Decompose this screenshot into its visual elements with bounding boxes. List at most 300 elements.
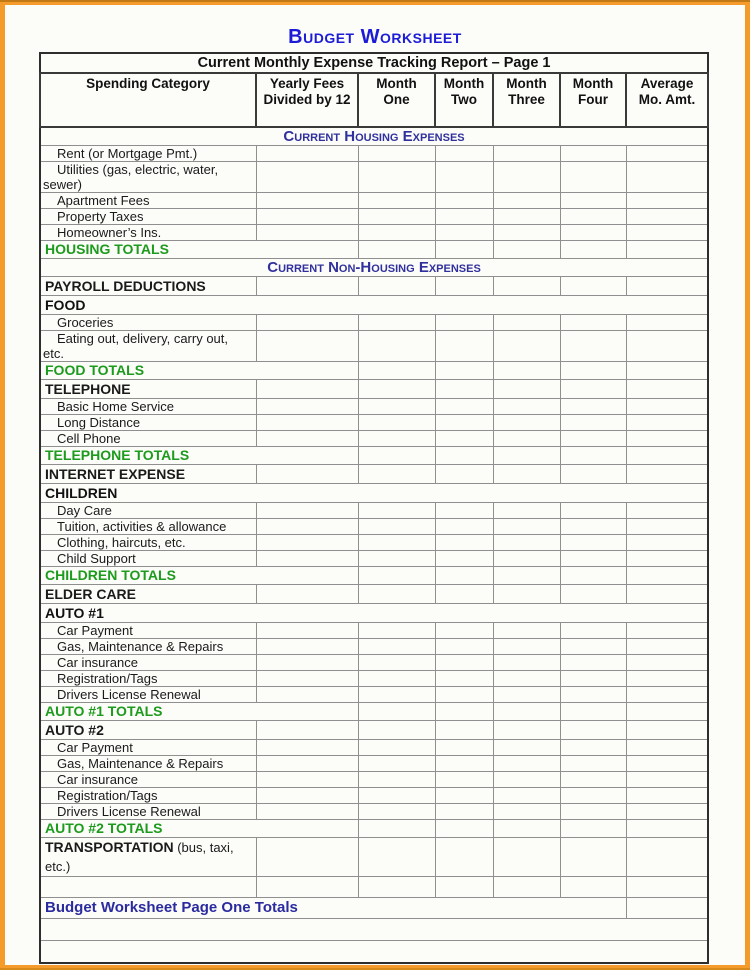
amount-cell[interactable] (626, 431, 708, 447)
amount-cell[interactable] (256, 431, 358, 447)
amount-cell[interactable] (435, 551, 493, 567)
amount-cell[interactable] (560, 877, 626, 898)
amount-cell[interactable] (358, 519, 435, 535)
amount-cell[interactable] (493, 703, 560, 721)
amount-cell[interactable] (256, 399, 358, 415)
amount-cell[interactable] (358, 535, 435, 551)
amount-cell[interactable] (626, 225, 708, 241)
amount-cell[interactable] (626, 877, 708, 898)
amount-cell[interactable] (560, 399, 626, 415)
amount-cell[interactable] (435, 209, 493, 225)
amount-cell[interactable] (256, 671, 358, 687)
amount-cell[interactable] (560, 146, 626, 162)
amount-cell[interactable] (358, 820, 435, 838)
amount-cell[interactable] (560, 567, 626, 585)
category-label: Car insurance (40, 655, 256, 671)
amount-cell[interactable] (435, 804, 493, 820)
table-row (40, 604, 708, 623)
amount-cell[interactable] (626, 362, 708, 380)
amount-cell[interactable] (256, 838, 358, 877)
amount-cell[interactable] (256, 772, 358, 788)
table-row (40, 431, 708, 447)
amount-cell[interactable] (626, 756, 708, 772)
table-row (40, 380, 708, 399)
amount-cell[interactable] (626, 838, 708, 877)
amount-cell[interactable] (358, 585, 435, 604)
table-row (40, 241, 708, 259)
col-header-yearly-fees: Yearly Fees Divided by 12 (256, 73, 358, 127)
amount-cell[interactable] (560, 687, 626, 703)
amount-cell[interactable] (626, 331, 708, 362)
table-row (40, 399, 708, 415)
amount-cell[interactable] (358, 721, 435, 740)
amount-cell[interactable] (358, 431, 435, 447)
amount-cell[interactable] (560, 380, 626, 399)
amount-cell[interactable] (560, 756, 626, 772)
amount-cell[interactable] (626, 804, 708, 820)
amount-cell[interactable] (560, 838, 626, 877)
table-row (40, 623, 708, 639)
amount-cell[interactable] (435, 447, 493, 465)
amount-cell[interactable] (626, 277, 708, 296)
amount-cell[interactable] (256, 687, 358, 703)
amount-cell[interactable] (256, 623, 358, 639)
table-row (40, 687, 708, 703)
amount-cell[interactable] (626, 655, 708, 671)
amount-cell[interactable] (626, 193, 708, 209)
amount-cell[interactable] (493, 740, 560, 756)
amount-cell[interactable] (560, 415, 626, 431)
category-label: Child Support (40, 551, 256, 567)
amount-cell[interactable] (626, 519, 708, 535)
amount-cell[interactable] (560, 519, 626, 535)
amount-cell[interactable] (435, 671, 493, 687)
amount-cell[interactable] (560, 447, 626, 465)
amount-cell[interactable] (358, 639, 435, 655)
amount-cell[interactable] (493, 788, 560, 804)
amount-cell[interactable] (358, 772, 435, 788)
amount-cell[interactable] (256, 788, 358, 804)
amount-cell[interactable] (435, 740, 493, 756)
amount-cell[interactable] (256, 804, 358, 820)
amount-cell[interactable] (560, 362, 626, 380)
amount-cell[interactable] (256, 146, 358, 162)
amount-cell[interactable] (560, 788, 626, 804)
amount-cell[interactable] (626, 535, 708, 551)
amount-cell[interactable] (256, 655, 358, 671)
section-header: Current Non-Housing Expenses (40, 259, 708, 277)
amount-cell[interactable] (358, 415, 435, 431)
amount-cell[interactable] (626, 567, 708, 585)
table-row (40, 277, 708, 296)
amount-cell[interactable] (435, 380, 493, 399)
amount-cell[interactable] (493, 567, 560, 585)
table-row (40, 941, 708, 964)
empty-row (40, 941, 708, 964)
col-header-month-one: Month One (358, 73, 435, 127)
amount-cell[interactable] (435, 772, 493, 788)
amount-cell[interactable] (256, 193, 358, 209)
amount-cell[interactable] (626, 623, 708, 639)
amount-cell[interactable] (560, 162, 626, 193)
amount-cell[interactable] (626, 465, 708, 484)
amount-cell[interactable] (358, 838, 435, 877)
amount-cell[interactable] (560, 721, 626, 740)
amount-cell[interactable] (256, 503, 358, 519)
amount-cell[interactable] (435, 331, 493, 362)
amount-cell[interactable] (256, 277, 358, 296)
table-row (40, 898, 708, 919)
amount-cell[interactable] (560, 655, 626, 671)
amount-cell[interactable] (626, 820, 708, 838)
table-row (40, 585, 708, 604)
amount-cell[interactable] (560, 193, 626, 209)
amount-cell[interactable] (256, 639, 358, 655)
totals-label: HOUSING TOTALS (40, 241, 358, 259)
amount-cell[interactable] (626, 898, 708, 919)
table-row (40, 671, 708, 687)
amount-cell[interactable] (493, 721, 560, 740)
amount-cell[interactable] (560, 585, 626, 604)
amount-cell[interactable] (358, 241, 435, 259)
category-label: Utilities (gas, electric, water, sewer) (40, 162, 256, 193)
amount-cell[interactable] (256, 225, 358, 241)
amount-cell[interactable] (358, 162, 435, 193)
category-label: Rent (or Mortgage Pmt.) (40, 146, 256, 162)
table-row (40, 162, 708, 193)
category-label: Long Distance (40, 415, 256, 431)
amount-cell[interactable] (435, 820, 493, 838)
amount-cell[interactable] (435, 225, 493, 241)
amount-cell[interactable] (256, 740, 358, 756)
amount-cell[interactable] (493, 399, 560, 415)
amount-cell[interactable] (493, 331, 560, 362)
amount-cell[interactable] (435, 415, 493, 431)
amount-cell[interactable] (358, 315, 435, 331)
amount-cell[interactable] (626, 639, 708, 655)
amount-cell[interactable] (560, 241, 626, 259)
amount-cell[interactable] (435, 623, 493, 639)
table-row (40, 127, 708, 146)
table-row (40, 567, 708, 585)
table-row (40, 362, 708, 380)
amount-cell[interactable] (435, 788, 493, 804)
totals-label: FOOD TOTALS (40, 362, 358, 380)
amount-cell[interactable] (435, 465, 493, 484)
amount-cell[interactable] (626, 447, 708, 465)
amount-cell[interactable] (560, 331, 626, 362)
amount-cell[interactable] (560, 465, 626, 484)
category-label: Clothing, haircuts, etc. (40, 535, 256, 551)
amount-cell[interactable] (358, 551, 435, 567)
amount-cell[interactable] (358, 877, 435, 898)
amount-cell[interactable] (560, 209, 626, 225)
amount-cell[interactable] (493, 447, 560, 465)
amount-cell[interactable] (493, 162, 560, 193)
amount-cell[interactable] (358, 788, 435, 804)
amount-cell[interactable] (358, 655, 435, 671)
amount-cell[interactable] (560, 703, 626, 721)
amount-cell[interactable] (560, 225, 626, 241)
amount-cell[interactable] (493, 315, 560, 331)
amount-cell[interactable] (626, 788, 708, 804)
amount-cell[interactable] (256, 415, 358, 431)
amount-cell[interactable] (560, 820, 626, 838)
amount-cell[interactable] (256, 721, 358, 740)
category-label: Cell Phone (40, 431, 256, 447)
totals-label: AUTO #1 TOTALS (40, 703, 358, 721)
amount-cell[interactable] (493, 519, 560, 535)
amount-cell[interactable] (358, 465, 435, 484)
category-label: Groceries (40, 315, 256, 331)
totals-label: AUTO #2 TOTALS (40, 820, 358, 838)
amount-cell[interactable] (493, 820, 560, 838)
amount-cell[interactable] (493, 639, 560, 655)
amount-cell[interactable] (435, 585, 493, 604)
amount-cell[interactable] (626, 687, 708, 703)
category-label: Tuition, activities & allowance (40, 519, 256, 535)
table-row (40, 296, 708, 315)
amount-cell[interactable] (435, 655, 493, 671)
amount-cell[interactable] (358, 503, 435, 519)
amount-cell[interactable] (256, 380, 358, 399)
amount-cell[interactable] (435, 721, 493, 740)
amount-cell[interactable] (560, 740, 626, 756)
amount-cell[interactable] (493, 671, 560, 687)
table-row (40, 331, 708, 362)
category-label: Day Care (40, 503, 256, 519)
amount-cell[interactable] (493, 362, 560, 380)
amount-cell[interactable] (493, 772, 560, 788)
category-label: Drivers License Renewal (40, 804, 256, 820)
amount-cell[interactable] (626, 671, 708, 687)
col-header-average: Average Mo. Amt. (626, 73, 708, 127)
amount-cell[interactable] (560, 503, 626, 519)
table-row (40, 740, 708, 756)
amount-cell[interactable] (435, 241, 493, 259)
amount-cell[interactable] (358, 399, 435, 415)
amount-cell[interactable] (256, 756, 358, 772)
amount-cell[interactable] (626, 162, 708, 193)
amount-cell[interactable] (256, 209, 358, 225)
amount-cell[interactable] (435, 162, 493, 193)
category-label: ELDER CARE (40, 585, 256, 604)
amount-cell[interactable] (256, 585, 358, 604)
amount-cell[interactable] (435, 756, 493, 772)
table-row (40, 804, 708, 820)
amount-cell[interactable] (358, 146, 435, 162)
amount-cell[interactable] (626, 209, 708, 225)
table-row (40, 655, 708, 671)
amount-cell[interactable] (493, 209, 560, 225)
amount-cell[interactable] (626, 241, 708, 259)
amount-cell[interactable] (493, 655, 560, 671)
amount-cell[interactable] (626, 503, 708, 519)
amount-cell[interactable] (493, 415, 560, 431)
amount-cell[interactable] (493, 623, 560, 639)
page-frame-top-edge (0, 0, 750, 2)
column-header-row (40, 73, 708, 127)
page-title: Budget Worksheet (288, 26, 462, 48)
amount-cell[interactable] (358, 623, 435, 639)
amount-cell[interactable] (358, 671, 435, 687)
amount-cell[interactable] (358, 687, 435, 703)
category-label: Car Payment (40, 740, 256, 756)
table-row (40, 209, 708, 225)
table-row (40, 772, 708, 788)
amount-cell[interactable] (626, 721, 708, 740)
amount-cell[interactable] (626, 740, 708, 756)
amount-cell[interactable] (358, 740, 435, 756)
amount-cell[interactable] (358, 362, 435, 380)
table-row (40, 315, 708, 331)
amount-cell[interactable] (358, 447, 435, 465)
amount-cell[interactable] (626, 399, 708, 415)
amount-cell[interactable] (626, 703, 708, 721)
category-label: TRANSPORTATION (bus, taxi, etc.) (40, 838, 256, 877)
amount-cell[interactable] (493, 146, 560, 162)
amount-cell[interactable] (256, 519, 358, 535)
amount-cell[interactable] (626, 772, 708, 788)
amount-cell[interactable] (493, 804, 560, 820)
amount-cell[interactable] (435, 146, 493, 162)
amount-cell[interactable] (493, 380, 560, 399)
amount-cell[interactable] (493, 277, 560, 296)
totals-label: TELEPHONE TOTALS (40, 447, 358, 465)
table-row (40, 703, 708, 721)
amount-cell[interactable] (493, 193, 560, 209)
amount-cell[interactable] (493, 877, 560, 898)
amount-cell[interactable] (560, 623, 626, 639)
table-row (40, 225, 708, 241)
amount-cell[interactable] (435, 703, 493, 721)
amount-cell[interactable] (358, 756, 435, 772)
amount-cell[interactable] (560, 535, 626, 551)
amount-cell[interactable] (435, 519, 493, 535)
amount-cell[interactable] (256, 331, 358, 362)
amount-cell[interactable] (560, 804, 626, 820)
amount-cell[interactable] (560, 772, 626, 788)
amount-cell[interactable] (560, 431, 626, 447)
col-header-month-four: Month Four (560, 73, 626, 127)
empty-row (40, 919, 708, 941)
amount-cell[interactable] (256, 551, 358, 567)
amount-cell[interactable] (358, 804, 435, 820)
amount-cell[interactable] (560, 551, 626, 567)
col-header-month-two: Month Two (435, 73, 493, 127)
table-row (40, 519, 708, 535)
table-row (40, 721, 708, 740)
amount-cell[interactable] (493, 551, 560, 567)
report-title-row (40, 53, 708, 73)
amount-cell[interactable] (435, 877, 493, 898)
amount-cell[interactable] (626, 415, 708, 431)
amount-cell[interactable] (435, 277, 493, 296)
amount-cell[interactable] (435, 193, 493, 209)
category-label: Car Payment (40, 623, 256, 639)
category-label: AUTO #2 (40, 721, 256, 740)
table-row (40, 919, 708, 941)
table-row (40, 838, 708, 877)
amount-cell[interactable] (358, 380, 435, 399)
table-row (40, 535, 708, 551)
table-row (40, 146, 708, 162)
amount-cell[interactable] (435, 503, 493, 519)
category-label: AUTO #1 (40, 604, 708, 623)
amount-cell[interactable] (435, 431, 493, 447)
amount-cell[interactable] (560, 639, 626, 655)
category-label: Basic Home Service (40, 399, 256, 415)
category-label: CHILDREN (40, 484, 708, 503)
amount-cell[interactable] (626, 551, 708, 567)
amount-cell[interactable] (493, 756, 560, 772)
amount-cell[interactable] (435, 362, 493, 380)
report-title: Current Monthly Expense Tracking Report – Page 1 (40, 53, 708, 73)
amount-cell[interactable] (40, 877, 256, 898)
amount-cell[interactable] (560, 315, 626, 331)
category-label: Registration/Tags (40, 671, 256, 687)
amount-cell[interactable] (493, 535, 560, 551)
amount-cell[interactable] (256, 465, 358, 484)
amount-cell[interactable] (358, 567, 435, 585)
amount-cell[interactable] (435, 838, 493, 877)
category-label: Registration/Tags (40, 788, 256, 804)
amount-cell[interactable] (358, 703, 435, 721)
section-header: Current Housing Expenses (40, 127, 708, 146)
col-header-month-three: Month Three (493, 73, 560, 127)
amount-cell[interactable] (358, 225, 435, 241)
table-row (40, 503, 708, 519)
amount-cell[interactable] (358, 193, 435, 209)
amount-cell[interactable] (435, 567, 493, 585)
amount-cell[interactable] (626, 146, 708, 162)
category-label: Apartment Fees (40, 193, 256, 209)
amount-cell[interactable] (435, 535, 493, 551)
amount-cell[interactable] (626, 380, 708, 399)
amount-cell[interactable] (626, 585, 708, 604)
grand-total-label: Budget Worksheet Page One Totals (40, 898, 626, 919)
amount-cell[interactable] (256, 162, 358, 193)
amount-cell[interactable] (435, 399, 493, 415)
category-label: INTERNET EXPENSE (40, 465, 256, 484)
amount-cell[interactable] (493, 585, 560, 604)
amount-cell[interactable] (435, 639, 493, 655)
amount-cell[interactable] (493, 838, 560, 877)
amount-cell[interactable] (358, 209, 435, 225)
amount-cell[interactable] (493, 225, 560, 241)
category-label: Eating out, delivery, carry out, etc. (40, 331, 256, 362)
amount-cell[interactable] (358, 331, 435, 362)
amount-cell[interactable] (435, 687, 493, 703)
amount-cell[interactable] (560, 671, 626, 687)
amount-cell[interactable] (626, 315, 708, 331)
amount-cell[interactable] (493, 465, 560, 484)
category-label: Car insurance (40, 772, 256, 788)
amount-cell[interactable] (256, 315, 358, 331)
amount-cell[interactable] (493, 687, 560, 703)
amount-cell[interactable] (493, 503, 560, 519)
amount-cell[interactable] (493, 241, 560, 259)
amount-cell[interactable] (358, 277, 435, 296)
amount-cell[interactable] (493, 431, 560, 447)
category-label: FOOD (40, 296, 708, 315)
amount-cell[interactable] (256, 535, 358, 551)
amount-cell[interactable] (435, 315, 493, 331)
category-label: PAYROLL DEDUCTIONS (40, 277, 256, 296)
table-row (40, 193, 708, 209)
amount-cell[interactable] (560, 277, 626, 296)
amount-cell[interactable] (256, 877, 358, 898)
